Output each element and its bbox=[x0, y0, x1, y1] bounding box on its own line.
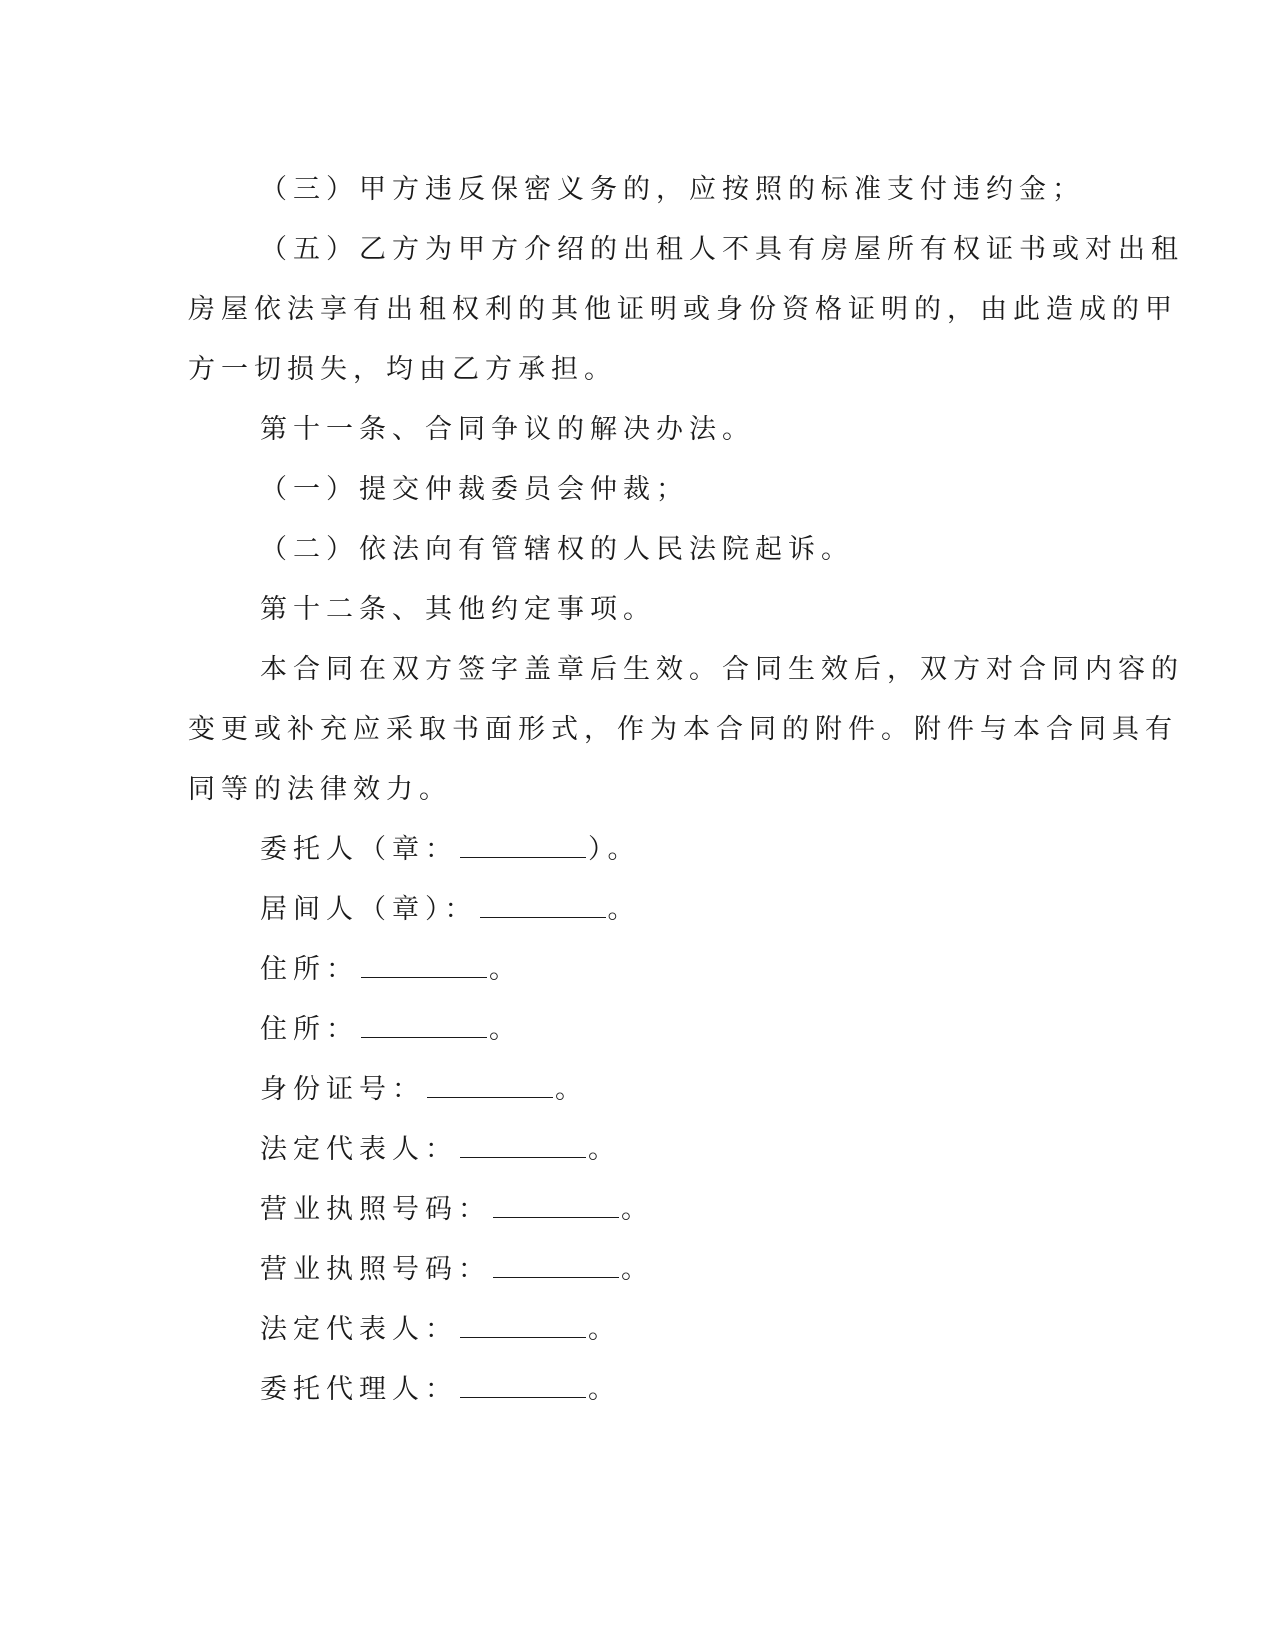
field-address bbox=[188, 940, 1088, 1000]
field-suffix: 。 bbox=[489, 1014, 522, 1045]
text-line: 房屋依法享有出租权利的其他证明或身份资格证明的，由此造成的甲 bbox=[188, 294, 1178, 325]
field-label: 委托代理人： bbox=[260, 1374, 458, 1405]
text-line: （二）依法向有管辖权的人民法院起诉。 bbox=[260, 534, 854, 565]
effectiveness-clause bbox=[188, 640, 1184, 820]
field-label: 住所： bbox=[260, 1014, 359, 1045]
blank-line[interactable] bbox=[460, 1135, 586, 1158]
field-suffix: 。 bbox=[588, 1374, 621, 1405]
field-suffix: 。 bbox=[489, 954, 522, 985]
blank-line[interactable] bbox=[460, 1375, 586, 1398]
clause-5-liability bbox=[188, 220, 1184, 400]
field-suffix: ）。 bbox=[588, 834, 641, 865]
field-authorized-agent bbox=[188, 1360, 1088, 1420]
blank-line[interactable] bbox=[361, 955, 487, 978]
blank-line[interactable] bbox=[460, 1315, 586, 1338]
field-label: 身份证号： bbox=[260, 1074, 425, 1105]
blank-line[interactable] bbox=[427, 1075, 553, 1098]
text-line: （三）甲方违反保密义务的，应按照的标准支付违约金； bbox=[260, 174, 1085, 205]
field-label: 法定代表人： bbox=[260, 1314, 458, 1345]
field-label: 法定代表人： bbox=[260, 1134, 458, 1165]
article-11-option-2 bbox=[188, 520, 1088, 580]
text-line: （五）乙方为甲方介绍的出租人不具有房屋所有权证书或对出租 bbox=[260, 234, 1184, 265]
field-label: 居间人（章）： bbox=[260, 894, 478, 925]
field-suffix: 。 bbox=[621, 1194, 654, 1225]
field-suffix: 。 bbox=[621, 1254, 654, 1285]
article-11-option-1 bbox=[188, 460, 1088, 520]
blank-line[interactable] bbox=[480, 895, 606, 918]
text-line: 本合同在双方签字盖章后生效。合同生效后，双方对合同内容的 bbox=[260, 654, 1184, 685]
article-12-heading bbox=[188, 580, 1088, 640]
field-legal-representative bbox=[188, 1300, 1088, 1360]
blank-line[interactable] bbox=[460, 835, 586, 858]
text-line: 第十一条、合同争议的解决办法。 bbox=[260, 414, 755, 445]
text-line: 方一切损失，均由乙方承担。 bbox=[188, 354, 617, 385]
field-business-license bbox=[188, 1240, 1088, 1300]
document-body bbox=[188, 160, 1184, 1420]
article-11-heading bbox=[188, 400, 1088, 460]
field-legal-representative bbox=[188, 1120, 1088, 1180]
field-label: 营业执照号码： bbox=[260, 1194, 491, 1225]
text-line: （一）提交仲裁委员会仲裁； bbox=[260, 474, 689, 505]
text-line: 同等的法律效力。 bbox=[188, 774, 452, 805]
field-id-number bbox=[188, 1060, 1088, 1120]
blank-line[interactable] bbox=[361, 1015, 487, 1038]
field-principal-seal bbox=[188, 820, 1088, 880]
blank-line[interactable] bbox=[493, 1195, 619, 1218]
field-suffix: 。 bbox=[555, 1074, 588, 1105]
field-suffix: 。 bbox=[607, 894, 641, 925]
field-suffix: 。 bbox=[588, 1314, 621, 1345]
blank-line[interactable] bbox=[493, 1255, 619, 1278]
field-label: 住所： bbox=[260, 954, 359, 985]
field-address bbox=[188, 1000, 1088, 1060]
field-business-license bbox=[188, 1180, 1088, 1240]
clause-3-penalty bbox=[188, 160, 1088, 220]
text-line: 变更或补充应采取书面形式，作为本合同的附件。附件与本合同具有 bbox=[188, 714, 1178, 745]
field-suffix: 。 bbox=[588, 1134, 621, 1165]
field-label: 委托人（章： bbox=[260, 834, 458, 865]
signature-block bbox=[188, 820, 1088, 1420]
text-line: 第十二条、其他约定事项。 bbox=[260, 594, 656, 625]
field-label: 营业执照号码： bbox=[260, 1254, 491, 1285]
field-intermediary-seal bbox=[188, 880, 1088, 940]
